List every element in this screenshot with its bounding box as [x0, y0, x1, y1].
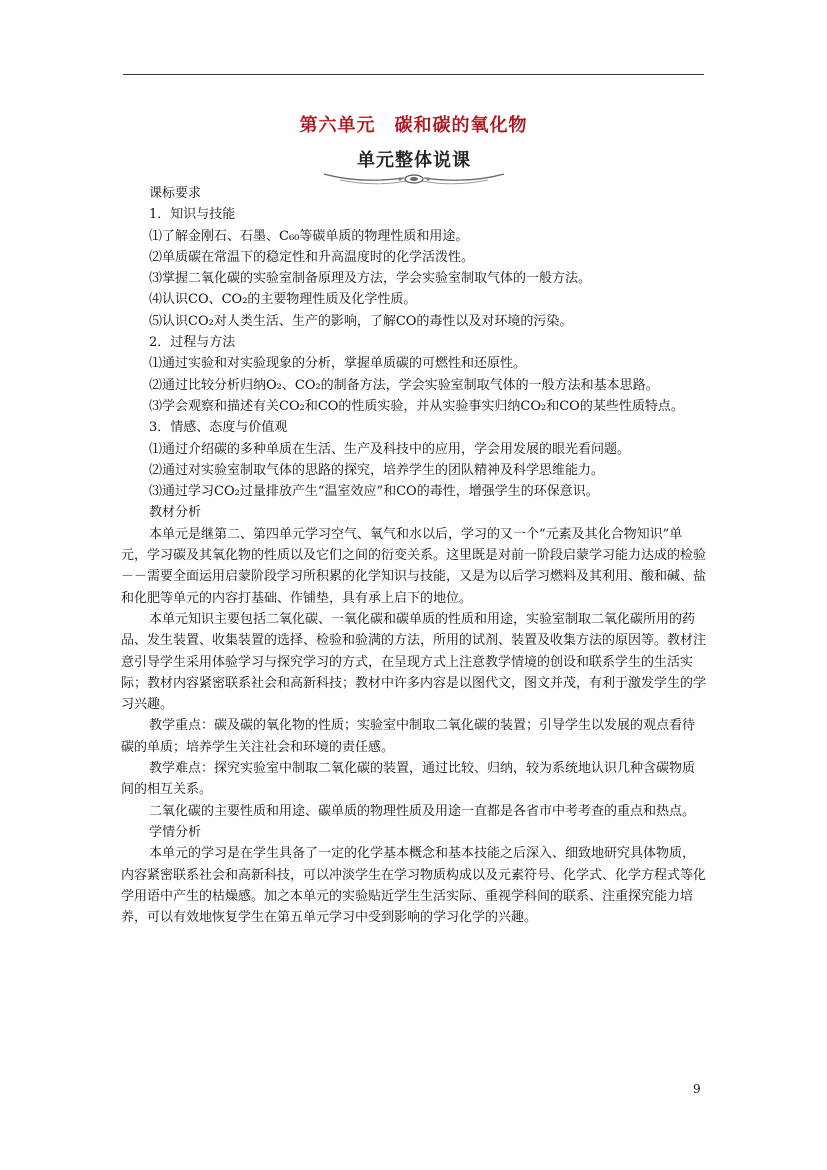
paragraph: ⑶通过学习CO₂过量排放产生“温室效应”和CO的毒性，增强学生的环保意识。: [149, 484, 599, 500]
paragraph: ⑶掌握二氧化碳的实验室制备原理及方法，学会实验室制取气体的一般方法。: [149, 271, 592, 287]
paragraph: 学情分析: [149, 824, 202, 840]
paragraph: ⑶学会观察和描述有关CO₂和CO的性质实验，并从实验事实归纳CO₂和CO的某些性质特点。: [149, 398, 684, 414]
paragraph: ⑴了解金刚石、石墨、C₆₀等碳单质的物理性质和用途。: [149, 228, 469, 244]
paragraph: 课标要求: [149, 186, 202, 201]
paragraph: 2．过程与方法: [149, 335, 236, 351]
subtitle: 单元整体说课: [357, 150, 471, 171]
paragraph: 教学难点：探究实验室中制取二氧化碳的装置，通过比较、归纳，较为系统地认识几种含碳物质间的相互关系。: [121, 761, 696, 798]
page-number: 9: [693, 1082, 701, 1096]
paragraph: 教学重点：碳及碳的氧化物的性质；实验室中制取二氧化碳的装置；引导学生以发展的观点看待碳的单质；培养学生关注社会和环境的责任感。: [121, 718, 696, 755]
paragraph: 本单元的学习是在学生具备了一定的化学基本概念和基本技能之后深入、细致地研究具体物质，内容紧密联系社会和高新科技，可以冲淡学生在学习物质构成以及元素符号、化学式、化学方程式等化学用语中产生的枯燥感。加之本单元的实验贴近学生生活实际、重视学科间的联系、注重探究能力培养，可以有效地恢复学生在第五单元学习中受到影响的学习化学的兴趣。: [121, 846, 707, 926]
paragraph: 二氧化碳的主要性质和用途、碳单质的物理性质及用途一直都是各省市中考考查的重点和热点。: [149, 803, 696, 819]
header-rule: [123, 74, 704, 75]
document-body: [121, 183, 706, 928]
unit-title: 第六单元 碳和碳的氧化物: [299, 115, 528, 136]
paragraph: 本单元知识主要包括二氧化碳、一氧化碳和碳单质的性质和用途，实验室制取二氧化碳所用的药品、发生装置、收集装置的选择、检验和验满的方法，所用的试剂、装置及收集方法的原因等。教材注意引导学生采用体验学习与探究学习的方式，在呈现方式上注意教学情境的创设和联系学生的生活实际；教材内容紧密联系社会和高新科技；教材中许多内容是以图代文，图文并茂，有利于激发学生的学习兴趣。: [121, 611, 707, 713]
paragraph: 1．知识与技能: [149, 207, 236, 223]
paragraph: ⑴通过介绍碳的多种单质在生活、生产及科技中的应用，学会用发展的眼光看问题。: [149, 441, 631, 457]
paragraph: ⑵单质碳在常温下的稳定性和升高温度时的化学活泼性。: [149, 249, 475, 265]
paragraph: ⑵通过比较分析归纳O₂、CO₂的制备方法，学会实验室制取气体的一般方法和基本思路。: [149, 377, 659, 393]
paragraph: ⑴通过实验和对实验现象的分析，掌握单质碳的可燃性和还原性。: [149, 356, 527, 372]
paragraph: ⑸认识CO₂对人类生活、生产的影响，了解CO的毒性以及对环境的污染。: [149, 313, 573, 329]
paragraph: ⑷认识CO、CO₂的主要物理性质及化学性质。: [149, 292, 417, 308]
paragraph: 本单元是继第二、第四单元学习空气、氧气和水以后，学习的又一个“元素及其化合物知识”单元，学习碳及其氧化物的性质以及它们之间的衍变关系。这里既是对前一阶段启蒙学习能力达成的检验－－需要全面运用启蒙阶段学习所积累的化学知识与技能，又是为以后学习燃料及其利用、酸和碱、盐和化肥等单元的内容打基础、作铺垫，具有承上启下的地位。: [121, 526, 707, 606]
paragraph: 教材分析: [149, 505, 202, 521]
paragraph: 3．情感、态度与价值观: [149, 420, 288, 436]
paragraph: ⑵通过对实验室制取气体的思路的探究，培养学生的团队精神及科学思维能力。: [149, 462, 605, 478]
